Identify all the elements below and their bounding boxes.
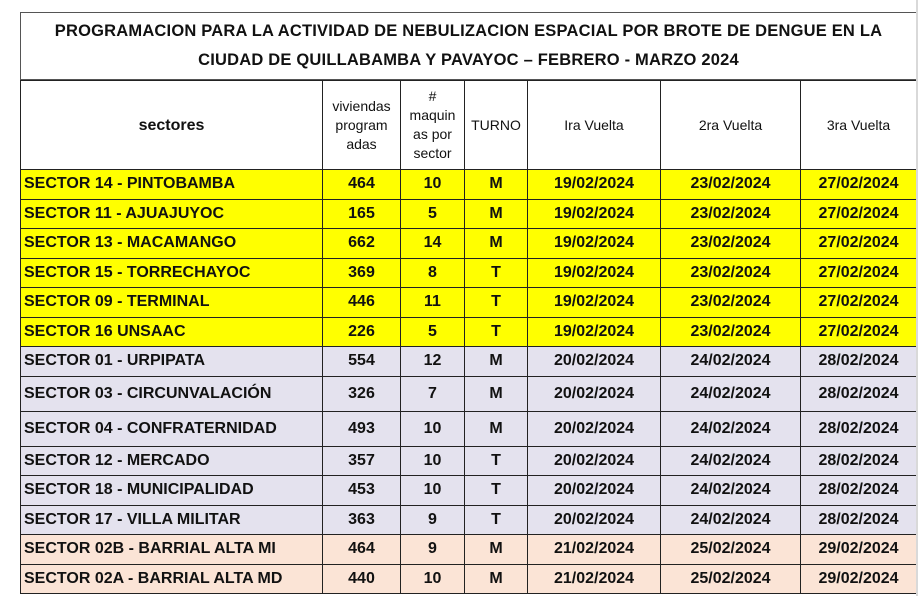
table-row <box>21 258 917 288</box>
header-maquinas-line: # <box>428 88 437 104</box>
cell-viviendas: 357 <box>323 446 401 476</box>
cell-vuelta-3: 27/02/2024 <box>801 229 917 259</box>
cell-maquinas: 9 <box>401 505 465 535</box>
cell-sector: SECTOR 12 - MERCADO <box>21 446 323 476</box>
header-viviendas-line: program <box>335 116 388 133</box>
cell-vuelta-3: 27/02/2024 <box>801 317 917 347</box>
table-row <box>21 411 917 446</box>
cell-maquinas: 5 <box>401 199 465 229</box>
cell-vuelta-3: 27/02/2024 <box>801 199 917 229</box>
cell-maquinas: 9 <box>401 535 465 565</box>
header-row <box>21 81 917 170</box>
cell-maquinas: 10 <box>401 564 465 594</box>
cell-vuelta-2: 23/02/2024 <box>661 199 801 229</box>
cell-sector: SECTOR 02B - BARRIAL ALTA MI <box>21 535 323 565</box>
cell-turno: T <box>465 505 528 535</box>
cell-viviendas: 369 <box>323 258 401 288</box>
cell-sector: SECTOR 14 - PINTOBAMBA <box>21 170 323 200</box>
header-maquinas <box>401 81 465 170</box>
cell-viviendas: 440 <box>323 564 401 594</box>
cell-vuelta-3: 28/02/2024 <box>801 411 917 446</box>
cell-viviendas: 662 <box>323 229 401 259</box>
cell-sector: SECTOR 15 - TORRECHAYOC <box>21 258 323 288</box>
cell-viviendas: 363 <box>323 505 401 535</box>
cell-vuelta-2: 24/02/2024 <box>661 505 801 535</box>
cell-vuelta-3: 27/02/2024 <box>801 288 917 318</box>
title-line-1: PROGRAMACION PARA LA ACTIVIDAD DE NEBULIZACION ESPACIAL POR BROTE DE DENGUE EN LA <box>54 22 883 40</box>
cell-vuelta-1: 19/02/2024 <box>528 170 661 200</box>
cell-vuelta-3: 28/02/2024 <box>801 376 917 411</box>
table-row <box>21 317 917 347</box>
cell-turno: T <box>465 317 528 347</box>
cell-turno: T <box>465 476 528 506</box>
cell-vuelta-1: 20/02/2024 <box>528 376 661 411</box>
cell-vuelta-3: 29/02/2024 <box>801 564 917 594</box>
cell-vuelta-3: 28/02/2024 <box>801 446 917 476</box>
cell-turno: M <box>465 347 528 377</box>
cell-maquinas: 7 <box>401 376 465 411</box>
cell-sector: SECTOR 13 - MACAMANGO <box>21 229 323 259</box>
cell-sector: SECTOR 18 - MUNICIPALIDAD <box>21 476 323 506</box>
cell-turno: M <box>465 564 528 594</box>
cell-vuelta-2: 24/02/2024 <box>661 476 801 506</box>
cell-vuelta-2: 24/02/2024 <box>661 446 801 476</box>
cell-sector: SECTOR 04 - CONFRATERNIDAD <box>21 411 323 446</box>
cell-maquinas: 11 <box>401 288 465 318</box>
schedule-table <box>20 80 917 594</box>
cell-vuelta-2: 25/02/2024 <box>661 535 801 565</box>
cell-viviendas: 446 <box>323 288 401 318</box>
cell-viviendas: 464 <box>323 170 401 200</box>
table-row <box>21 505 917 535</box>
table-row <box>21 446 917 476</box>
spreadsheet <box>20 0 916 596</box>
cell-maquinas: 10 <box>401 170 465 200</box>
table-row <box>21 199 917 229</box>
cell-turno: T <box>465 258 528 288</box>
cell-vuelta-2: 24/02/2024 <box>661 347 801 377</box>
cell-maquinas: 5 <box>401 317 465 347</box>
cell-viviendas: 165 <box>323 199 401 229</box>
cell-vuelta-1: 19/02/2024 <box>528 317 661 347</box>
header-maquinas-line: as por <box>413 126 452 142</box>
cell-turno: T <box>465 288 528 318</box>
title-banner <box>20 12 916 80</box>
cell-vuelta-2: 23/02/2024 <box>661 288 801 318</box>
cell-viviendas: 453 <box>323 476 401 506</box>
header-maquinas-line: sector <box>413 145 452 161</box>
table-row <box>21 288 917 318</box>
cell-turno: T <box>465 446 528 476</box>
cell-viviendas: 226 <box>323 317 401 347</box>
table-row <box>21 170 917 200</box>
header-turno: TURNO <box>465 81 528 170</box>
cell-vuelta-2: 23/02/2024 <box>661 170 801 200</box>
cell-turno: M <box>465 376 528 411</box>
header-sectores: sectores <box>21 81 323 170</box>
header-vuelta-3: 3ra Vuelta <box>801 81 917 170</box>
table-row <box>21 229 917 259</box>
cell-sector: SECTOR 03 - CIRCUNVALACIÓN <box>21 376 323 411</box>
cell-vuelta-2: 23/02/2024 <box>661 258 801 288</box>
cell-vuelta-1: 19/02/2024 <box>528 258 661 288</box>
cell-viviendas: 554 <box>323 347 401 377</box>
cell-turno: M <box>465 199 528 229</box>
table-row <box>21 347 917 377</box>
header-viviendas-line: adas <box>346 135 377 152</box>
cell-vuelta-1: 21/02/2024 <box>528 535 661 565</box>
cell-vuelta-1: 20/02/2024 <box>528 446 661 476</box>
cell-vuelta-2: 23/02/2024 <box>661 229 801 259</box>
table-row <box>21 564 917 594</box>
cell-sector: SECTOR 11 - AJUAJUYOC <box>21 199 323 229</box>
cell-maquinas: 10 <box>401 411 465 446</box>
table-body <box>21 170 917 594</box>
cell-vuelta-1: 19/02/2024 <box>528 229 661 259</box>
cell-vuelta-1: 19/02/2024 <box>528 199 661 229</box>
cell-viviendas: 326 <box>323 376 401 411</box>
cell-vuelta-3: 29/02/2024 <box>801 535 917 565</box>
cell-sector: SECTOR 02A - BARRIAL ALTA MD <box>21 564 323 594</box>
table-row <box>21 376 917 411</box>
cell-maquinas: 10 <box>401 476 465 506</box>
cell-turno: M <box>465 170 528 200</box>
cell-vuelta-2: 24/02/2024 <box>661 376 801 411</box>
cell-sector: SECTOR 09 - TERMINAL <box>21 288 323 318</box>
cell-turno: M <box>465 411 528 446</box>
cell-sector: SECTOR 01 - URPIPATA <box>21 347 323 377</box>
header-maquinas-line: maquin <box>409 107 456 123</box>
cell-vuelta-1: 20/02/2024 <box>528 347 661 377</box>
cell-viviendas: 493 <box>323 411 401 446</box>
header-viviendas <box>323 81 401 170</box>
cell-maquinas: 8 <box>401 258 465 288</box>
header-vuelta-2: 2ra Vuelta <box>661 81 801 170</box>
cell-maquinas: 14 <box>401 229 465 259</box>
cell-vuelta-3: 27/02/2024 <box>801 258 917 288</box>
cell-turno: M <box>465 229 528 259</box>
cell-vuelta-1: 20/02/2024 <box>528 505 661 535</box>
cell-vuelta-1: 19/02/2024 <box>528 288 661 318</box>
cell-maquinas: 10 <box>401 446 465 476</box>
cell-viviendas: 464 <box>323 535 401 565</box>
table-row <box>21 535 917 565</box>
cell-maquinas: 12 <box>401 347 465 377</box>
header-vuelta-1: Ira Vuelta <box>528 81 661 170</box>
cell-sector: SECTOR 16 UNSAAC <box>21 317 323 347</box>
title-line-2: CIUDAD DE QUILLABAMBA Y PAVAYOC – FEBRERO - MARZO 2024 <box>198 51 739 69</box>
cell-sector: SECTOR 17 - VILLA MILITAR <box>21 505 323 535</box>
cell-vuelta-3: 28/02/2024 <box>801 505 917 535</box>
cell-vuelta-3: 27/02/2024 <box>801 170 917 200</box>
cell-vuelta-2: 25/02/2024 <box>661 564 801 594</box>
cell-vuelta-3: 28/02/2024 <box>801 347 917 377</box>
cell-vuelta-3: 28/02/2024 <box>801 476 917 506</box>
cell-vuelta-1: 21/02/2024 <box>528 564 661 594</box>
cell-vuelta-1: 20/02/2024 <box>528 411 661 446</box>
cell-turno: M <box>465 535 528 565</box>
cell-vuelta-2: 23/02/2024 <box>661 317 801 347</box>
cell-vuelta-2: 24/02/2024 <box>661 411 801 446</box>
cell-vuelta-1: 20/02/2024 <box>528 476 661 506</box>
table-row <box>21 476 917 506</box>
header-viviendas-line: viviendas <box>332 97 391 114</box>
